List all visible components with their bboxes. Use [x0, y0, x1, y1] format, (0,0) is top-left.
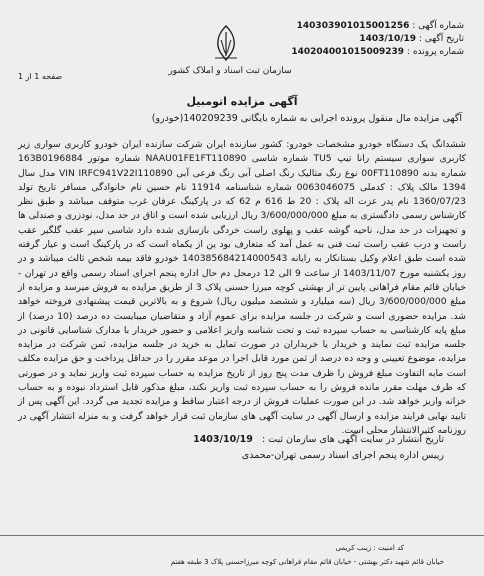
- meta-notice-date: تاریخ آگهی : 1403/10/19: [359, 34, 464, 44]
- notice-footer: [0, 535, 484, 566]
- notice-body: ششدانگ یک دستگاه خودرو مشخصات خودرو: کشور سازنده ایران شرکت سازنده ایران خودرو کاربری سواری زیر کاربری سواری سیستم رانا تیپ TU5 شماره شاسی NAAU01FE1FT110890 شماره موتور 163B0196884 شماره بدنه 00FT110890 نوع رنگ متالیک رنگ اصلی آبی رنگ فرعی آبی VIN IRFC941V22I110890 مدل سال 1394 مالک پلاک : کدملی 0063046075 شماره شناسنامه 11914 نام حسین نام خانوادگی مسافر تاریخ تولد 1360/07/23 نام پدر عزت اله پلاک : 20 ط 616 م 62 که در پارکینگ عرفان غرب متوقف میباشد و طبق نظر کارشناس رسمی دادگستری به مبلغ 3/600/000/000 ریال ارزیابی شده است و اتاق در حد مدل، نودزری و صندلی ها و تجهیزات در حد مدل، ناحیه گوشه عقب و پهلوی راست خردگی بازسازی شده دارد شاسی سپر عقب گلگیر عقب راست و درب عقب راست ثبت فنی به عمل آمد که متعارف بود ین از یکماه است که در پارکینگ است و عیار گرفته شده است طبق اعلام وکیل بستانکار به رایانه 140385684214000543 خودرو فاقد بیمه شخص ثالث میباشد و در روز یکشنبه مورخ 1403/11/07 از ساعت 9 الی 12 درمحل دم حال اداره پنجم اجرای اسناد رسمی واقع در تهران - خیابان قائم مقام فراهانی پایین تر از بهشتی کوچه میرزا حسنی پلاک 3 از طریق مزایده به فروش میرسد و مزایده از مبلغ 3/600/000/000 ریال (سه میلیارد و ششصد میلیون ریال) شروع و به بالاترین قیمت پیشنهادی فروخته خواهد شد. مزایده حضوری است و شرکت در جلسه مزایده برای عموم آزاد و متقاضیان میبایست ده درصد (10 درصد) از مبلغ پایه کارشناسی به حساب سپرده ثبت و تحت شناسه واریز اعلامی و حضور خریدار با مدارک شناسایی قانونی در جلسه مزایده ثبت نمایند و خریدار یا خریداران در صورت تمایل به خرید در جلسه مزایده، ثمن شرکت در مزایده مزایده، موضوع تعیینی و وجه ده درصد از ثمن مورد قابل اجرا در موعد مقرر را در حداقل پرداخت و حق مزایده مکلف است مابه التفاوت مبلغ فروش را ظرف مدت پنج روز از تاریخ مزایده به حساب سپرده ثبت واریز نماید و در صورتی که ظرف مهلت مقرر مانده فروش را به حساب سپرده ثبت واریز نکند، مبلغ مذکور قابل استرداد نبوده و به حساب خزانه واریز خواهد شد. در این صورت عملیات فروش از درجه اعتبار ساقط و مزایده تجدید می گردد. این آگهی پس از تایید نهایی فرایند مزایده و ارسال آگهی در سایت آگهی های سازمان ثبت قرار خواهد گرفت و به منزله انتشار آگهی در روزنامه کثیرالانتشار محلی است.: [18, 139, 467, 436]
- footer-security-code: کد امنیت : زینب کریمی: [335, 544, 404, 552]
- meta-file-number: شماره پرونده : 140204001015009239: [291, 47, 464, 57]
- notice-header: [0, 6, 484, 86]
- organization-name: سازمان ثبت اسناد و املاک کشور: [168, 66, 292, 76]
- signature-line: رییس اداره پنجم اجرای اسناد رسمی تهران-محمدی: [241, 450, 444, 461]
- notice-title: آگهی مزایده اتومبیل: [186, 95, 298, 108]
- notice-subtitle: آگهی مزایده مال منقول پرونده اجرایی به شماره بایگانی 140209239(خودرو): [151, 113, 462, 124]
- page-indicator: صفحه 1 از 1: [18, 72, 63, 81]
- notice-meta: [291, 20, 464, 59]
- publish-date-line: [193, 434, 444, 445]
- meta-notice-number: شماره آگهی : 140303901015001256: [296, 21, 464, 31]
- national-emblem-icon: [196, 24, 256, 62]
- footer-address: خیابان قائم شهید دکتر بهشتی - خیابان قائم مقام فراهانی کوچه میرزاحسنی پلاک 3 طبقه هفتم: [170, 558, 444, 566]
- publish-date-label: تاریخ انتشار در سایت آگهی های سازمان ثبت :: [261, 434, 444, 445]
- publish-date-value: 1403/10/19: [193, 434, 253, 445]
